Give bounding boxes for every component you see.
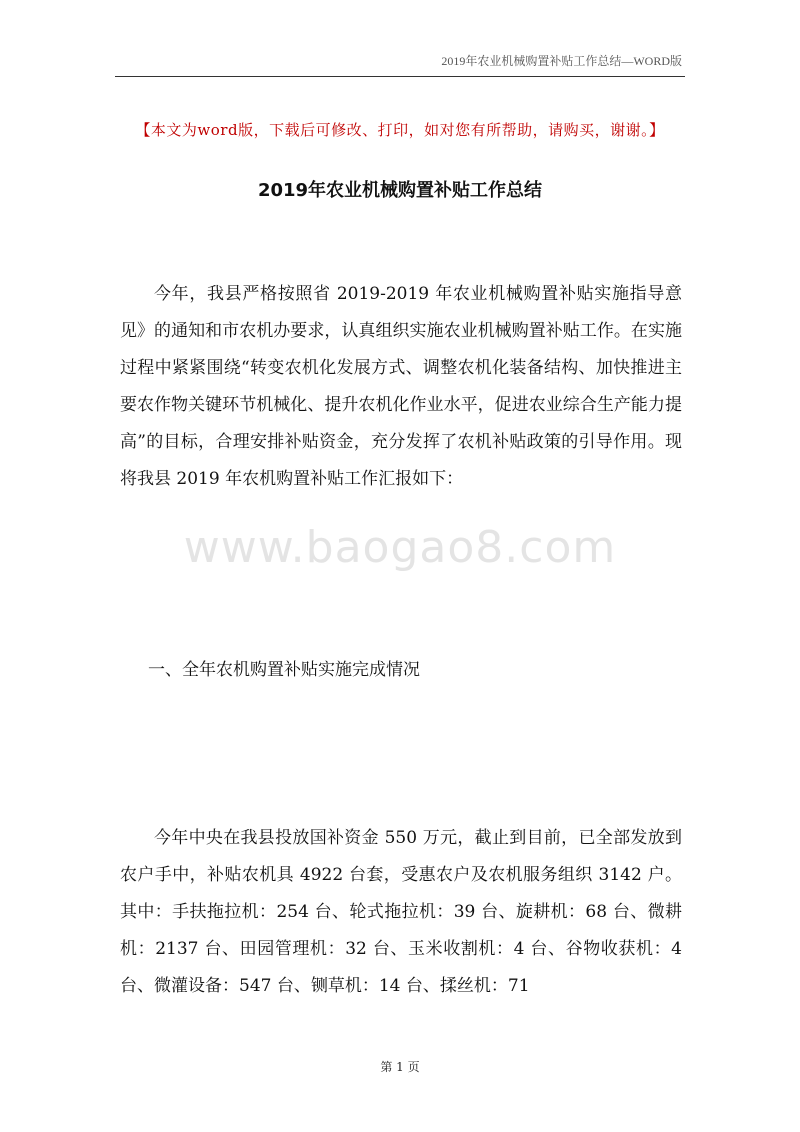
section-1-paragraph: 今年中央在我县投放国补资金 550 万元，截止到目前，已全部发放到农户手中，补贴农机具 4922 台套，受惠农户及农机服务组织 3142 户。其中：手扶拖拉机：254 台、轮式拖拉机：39 台、旋耕机：68 台、微耕机：2137 台、田园管理机：32 台、玉米收割机：4 台、谷物收获机：4 台、微灌设备：547 台、铡草机：14 台、揉丝机：71 — [120, 828, 682, 996]
header-divider — [115, 76, 685, 77]
intro-paragraph: 今年，我县严格按照省 2019-2019 年农业机械购置补贴实施指导意见》的通知和市农机办要求，认真组织实施农业机械购置补贴工作。在实施过程中紧紧围绕“转变农机化发展方式、调整农机化装备结构、加快推进主要农作物关键环节机械化、提升农机化作业水平，促进农业综合生产能力提高”的目标，合理安排补贴资金，充分发挥了农机补贴政策的引导作用。现将我县 2019 年农机购置补贴工作汇报如下： — [120, 284, 682, 489]
page-number: 第 1 页 — [380, 1060, 420, 1074]
download-notice: 【本文为word版，下载后可修改、打印，如对您有所帮助，请购买，谢谢。】 — [135, 121, 665, 139]
watermark: www.baogao8.com — [183, 522, 617, 573]
section-heading-1: 一、全年农机购置补贴实施完成情况 — [148, 660, 420, 680]
running-header: 2019年农业机械购置补贴工作总结—WORD版 — [441, 54, 682, 68]
document-title: 2019年农业机械购置补贴工作总结 — [257, 180, 543, 201]
